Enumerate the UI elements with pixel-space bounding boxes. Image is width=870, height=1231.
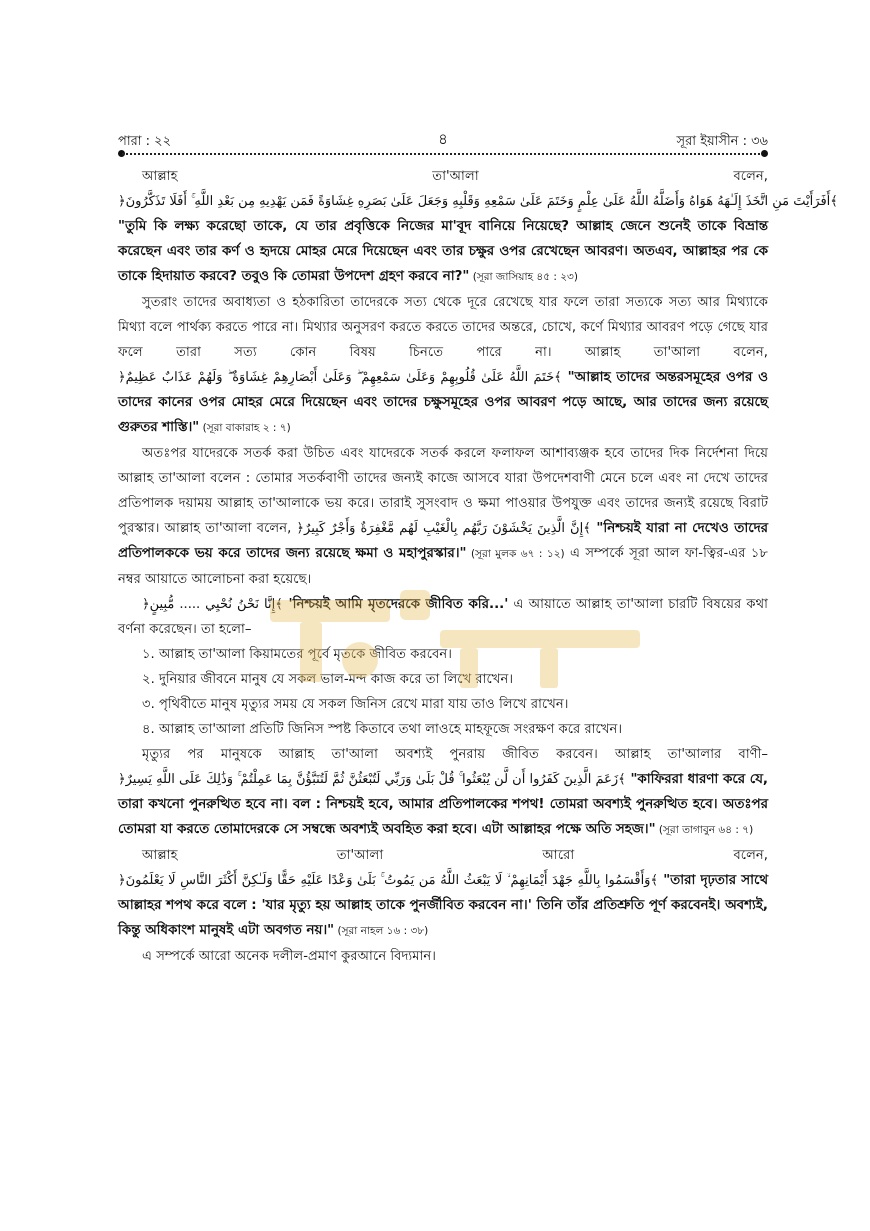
arabic-verse: فَمَن يَهْدِيهِ مِن بَعْدِ اللَّهِ ۚ أَفَلَا تَذَكَّرُونَ﴾ bbox=[125, 194, 838, 209]
text-span: আল্লাহ তা'আলা আরো বলেন, bbox=[142, 848, 768, 863]
verse-reference: (সূরা নাহল ১৬ : ৩৮) bbox=[334, 925, 429, 937]
text-span: আল্লাহ তা'আলা বলেন, bbox=[142, 169, 768, 184]
text-span: মৃত্যুর পর মানুষকে আল্লাহ তা'আলা অবশ্যই পুনরায় জীবিত করবেন। আল্লাহ তা'আলার বাণী– bbox=[142, 747, 768, 762]
verse-translation: "নিশ্চয়ই যারা না দেখেও তাদের প্রতিপালককে ভয় করে তাদের জন্য রয়েছে ক্ষমা ও মহাপুরস্কার।" bbox=[118, 521, 768, 561]
paragraph bbox=[118, 843, 768, 944]
verse-reference: (সূরা তাগাবুন ৬৪ : ৭) bbox=[655, 824, 754, 836]
verse-translation: "তুমি কি লক্ষ্য করেছো তাকে, যে তার প্রবৃত্তিকে নিজের মা'বূদ বানিয়ে নিয়েছে? আল্লাহ জেনে শুনেই তাকে বিভ্রান্ত করেছেন এবং তার কর্ণ ও হৃদয়ে মোহর মেরে দিয়েছেন এবং তার চক্ষুর ওপর রেখেছেন আবরণ। অতএব, আল্লাহর পর কে তাকে হিদায়াত করবে? তবুও কি তোমরা উপদেশ গ্রহণ করবে না?" bbox=[118, 219, 768, 284]
paragraph bbox=[118, 592, 768, 642]
body-paragraphs-continued bbox=[118, 742, 768, 969]
text-span: এ আয়াতে আল্লাহ তা'আলা চারটি বিষয়ের কথা বর্ণনা করেছেন। তা হলো– bbox=[118, 597, 769, 637]
arabic-verse: ﴿إِنَّا نَحْنُ نُحْيِي ..... مُّبِينٍ﴾ bbox=[142, 597, 283, 612]
arabic-verse: ﴿إِنَّ الَّذِينَ يَخْشَوْنَ رَبَّهُم بِالْغَيْبِ لَهُم مَّغْفِرَةٌ وَأَجْرٌ كَبِيرٌ﴾ bbox=[296, 521, 591, 536]
text-span: অতঃপর যাদেরকে সতর্ক করা উচিত এবং যাদেরকে সতর্ক করলে ফলাফল আশাব্যঞ্জক হবে তাদের দিক নির্দেশনা দিয়ে আল্লাহ তা'আলা বলেন : তোমার সতর্কবাণী তাদের জন্যই কাজে আসবে যারা উপদেশবাণী মেনে চলে এবং না দেখে তাদের প্রতিপালক দয়াময় আল্লাহ তা'আলাকে ভয় করে। তারাই সুসংবাদ ও ক্ষমা পাওয়ার উপযুক্ত এবং তাদের জন্যই রয়েছে বিরাট পুরস্কার। আল্লাহ তা'আলা বলেন, bbox=[118, 446, 768, 536]
list-item: ৪. আল্লাহ তা'আলা প্রতিটি জিনিস স্পষ্ট কিতাবে তথা লাওহে মাহফূজে সংরক্ষণ করে রাখেন। bbox=[142, 722, 623, 737]
text-span: এ সম্পর্কে আরো অনেক দলীল-প্রমাণ কুরআনে বিদ্যমান। bbox=[142, 949, 436, 964]
verse-reference: (সূরা মুলক ৬৭ : ১২) bbox=[466, 548, 565, 560]
surah-label: সূরা ইয়াসীন : ৩৬ bbox=[676, 134, 768, 149]
document-page bbox=[118, 128, 838, 969]
list-item: ২. দুনিয়ার জীবনে মানুষ যে সকল ভাল-মন্দ কাজ করে তা লিখে রাখেন। bbox=[142, 672, 514, 687]
header-divider bbox=[118, 150, 768, 158]
verse-translation: "তারা দৃঢ়তার সাথে আল্লাহর শপথ করে বলে : 'যার মৃত্যু হয় আল্লাহ তাকে পুনর্জীবিত করবেন না।' তিনি তাঁর প্রতিশ্রুতি পূর্ণ করবেনই। অবশ্যই, কিন্তু অধিকাংশ মানুষই এটা অবগত নয়।" bbox=[118, 873, 769, 938]
text-span: এ সম্পর্কে সূরা আল ফা-ত্বির-এর ১৮ নম্বর আয়াতে আলোচনা করা হয়েছে। bbox=[118, 546, 768, 587]
text-span: সুতরাং তাদের অবাধ্যতা ও হঠকারিতা তাদেরকে সত্য থেকে দূরে রেখেছে যার ফলে তারা সত্যকে সত্য আর মিথ্যাকে মিথ্যা বলে পার্থক্য করতে পারে না। মিথ্যার অনুসরণ করতে করতে তাদের অন্তরে, চোখে, কর্ণে মিথ্যার আবরণ পড়ে গেছে যার ফলে তারা সত্য কোন বিষয় চিনতে পারে না। আল্লাহ তা'আলা বলেন, bbox=[118, 295, 768, 360]
page-header bbox=[118, 128, 768, 150]
verse-translation: "আল্লাহ তাদের অন্তরসমূহের ওপর ও তাদের কানের ওপর মোহর মেরে দিয়েছেন এবং তাদের চক্ষুসমূহের ওপর আবরণ পড়ে আছে, আর তাদের জন্য রয়েছে গুরুতর শাস্তি।" bbox=[118, 370, 769, 435]
verse-translation: "কাফিররা ধারণা করে যে, তারা কখনো পুনরুত্থিত হবে না। বল : নিশ্চয়ই হবে, আমার প্রতিপালকের শপথ! তোমরা অবশ্যই পুনরুত্থিত হবে। অতঃপর তোমরা যা করতে তোমাদেরকে সে সম্বন্ধে অবশ্যই অবহিত করা হবে। এটা আল্লাহর পক্ষে অতি সহজ।" bbox=[118, 772, 768, 837]
page-number: ৪ bbox=[438, 130, 448, 148]
paragraph bbox=[118, 164, 838, 290]
verse-translation: 'নিশ্চয়ই আমি মৃতদেরকে জীবিত করি...' bbox=[282, 597, 509, 612]
paragraph bbox=[118, 742, 768, 843]
arabic-verse: ﴿زَعَمَ الَّذِينَ كَفَرُوا أَن لَّن يُبْعَثُوا ۚ قُلْ بَلَىٰ وَرَبِّي لَتُبْعَثُنَّ ثُمَّ لَتُنَبَّؤُنَّ بِمَا عَمِلْتُمْ ۚ وَذَٰلِكَ عَلَى اللَّهِ يَسِيرٌ﴾ bbox=[118, 772, 626, 787]
arabic-verse: النَّاسِ لَا يَعْلَمُونَ﴾ bbox=[125, 873, 659, 888]
verse-reference: (সূরা জাসিয়াহ ৪৫ : ২৩) bbox=[469, 271, 578, 283]
paragraph bbox=[118, 944, 768, 969]
para-label: পারা : ২২ bbox=[118, 134, 172, 149]
points-list bbox=[118, 642, 768, 742]
arabic-verse: ﴿خَتَمَ اللَّهُ عَلَىٰ قُلُوبِهِمْ وَعَلَىٰ سَمْعِهِمْ ۖ وَعَلَىٰ أَبْصَارِهِمْ غِشَاوَةٌ ۖ وَلَهُمْ عَذَابٌ عَظِيمٌ﴾ bbox=[118, 370, 562, 385]
arabic-verse: ﴿أَفَرَأَيْتَ مَنِ اتَّخَذَ إِلَـٰهَهُ هَوَاهُ وَأَضَلَّهُ اللَّهُ عَلَىٰ عِلْمٍ وَخَتَمَ عَلَىٰ سَمْعِهِ وَقَلْبِهِ وَجَعَلَ عَلَىٰ بَصَرِهِ غِشَاوَةً bbox=[118, 194, 831, 209]
arabic-verse: ﴿وَأَقْسَمُوا بِاللَّهِ جَهْدَ أَيْمَانِهِمْ ۙ لَا يَبْعَثُ اللَّهُ مَن يَمُوتُ ۚ بَلَىٰ وَعْدًا عَلَيْهِ حَقًّا وَلَـٰكِنَّ أَكْثَرَ bbox=[118, 873, 651, 888]
paragraph bbox=[118, 290, 768, 441]
verse-reference: (সূরা বাকারাহ ২ : ৭) bbox=[199, 422, 291, 434]
list-item: ৩. পৃথিবীতে মানুষ মৃত্যুর সময় যে সকল জিনিস রেখে মারা যায় তাও লিখে রাখেন। bbox=[142, 697, 569, 712]
paragraph bbox=[118, 441, 768, 592]
body-paragraphs bbox=[118, 164, 838, 642]
list-item: ১. আল্লাহ তা'আলা কিয়ামতের পূর্বে মৃতকে জীবিত করবেন। bbox=[142, 647, 452, 662]
